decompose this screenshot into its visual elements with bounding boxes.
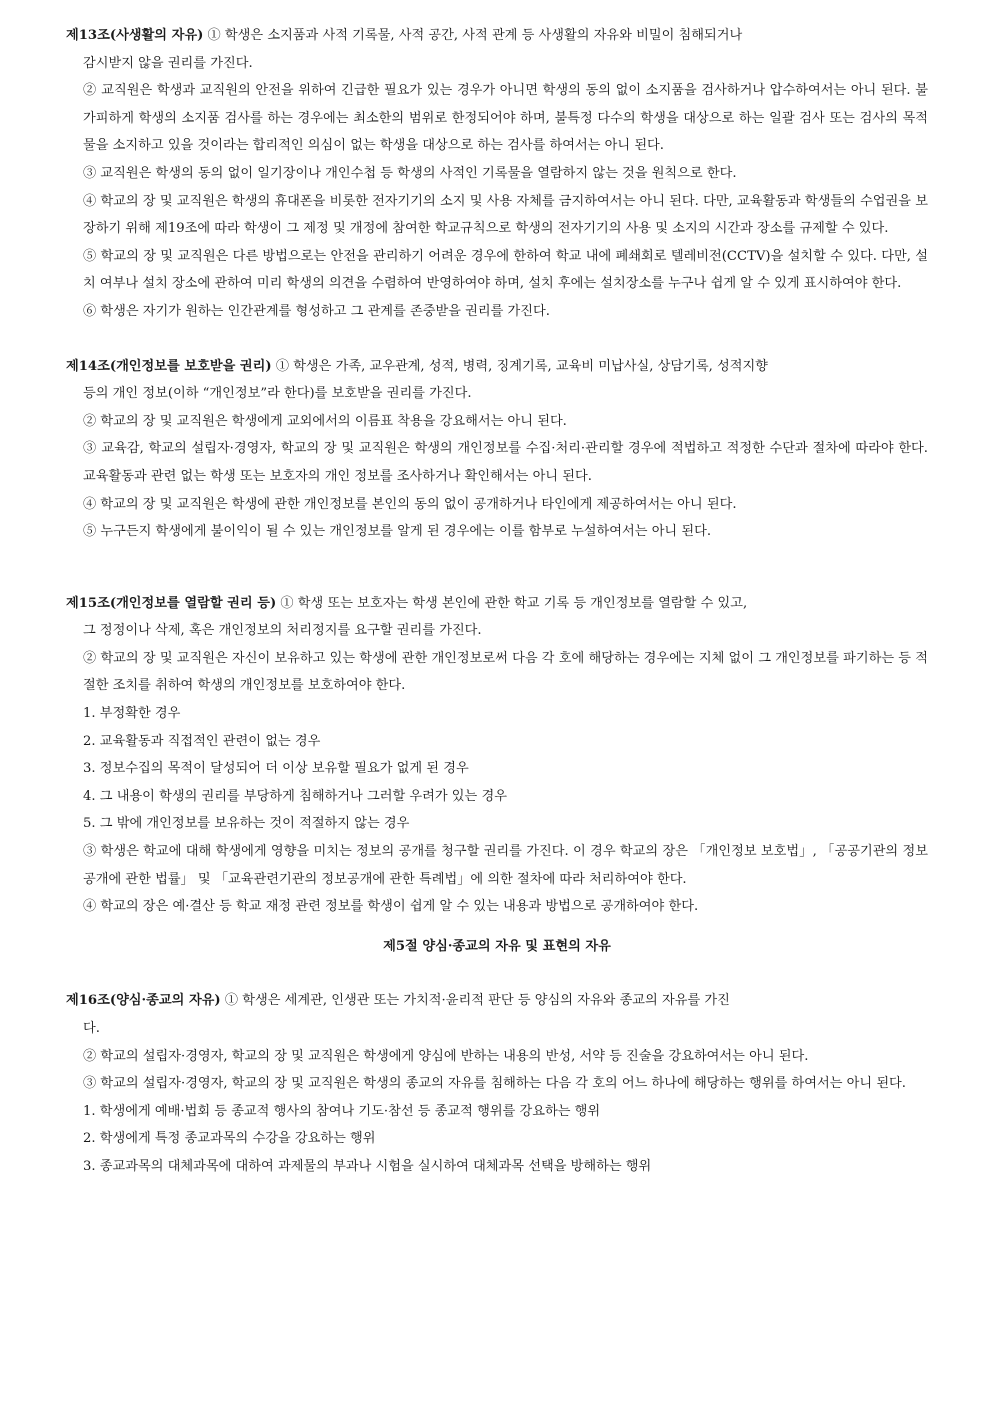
- article-13-paragraph-2: ② 교직원은 학생과 교직원의 안전을 위하여 긴급한 필요가 있는 경우가 아니면 학생의 동의 없이 소지품을 검사하거나 압수하여서는 아니 된다. 불가피하게 학생의 소지품 검사를 하는 경우에는 최소한의 범위로 한정되어야 하며, 불특정 다수의 학생을 대상으로 하는 일괄 검사 또는 검사의 목적물을 소지하고 있을 것이라는 합리적인 의심이 없는 학생을 대상으로 하는 검사를 하여서는 아니 된다.: [83, 83, 928, 154]
- article-13-heading: 제13조(사생활의 자유): [66, 28, 204, 43]
- document-page: [66, 22, 928, 1181]
- article-15-item-5: 5. 그 밖에 개인정보를 보유하는 것이 적절하지 않는 경우: [83, 816, 410, 832]
- article-15-paragraph-1: [66, 590, 928, 645]
- article-15-paragraph-3: ③ 학생은 학교에 대해 학생에게 영향을 미치는 정보의 공개를 청구할 권리를 가진다. 이 경우 학교의 장은 「개인정보 보호법」, 「공공기관의 정보공개에 관한 법률」 및 「교육관련기관의 정보공개에 관한 특례법」에 의한 절차에 따라 처리하여야 한다.: [83, 844, 928, 887]
- spacer: [66, 921, 928, 933]
- spacer: [66, 546, 928, 590]
- article-13-paragraph-5: ⑤ 학교의 장 및 교직원은 다른 방법으로는 안전을 관리하기 어려운 경우에 한하여 학교 내에 폐쇄회로 텔레비전(CCTV)을 설치할 수 있다. 다만, 설치 여부나 설치 장소에 관하여 미리 학생의 의견을 수렴하여 반영하여야 하며, 설치 후에는 설치장소를 누구나 쉽게 알 수 있게 표시하여야 한다.: [83, 248, 928, 292]
- article-16-heading: 제16조(양심·종교의 자유): [66, 993, 221, 1009]
- article-15-p1-first: ① 학생 또는 보호자는 학생 본인에 관한 학교 기록 등 개인정보를 열람할 수 있고,: [276, 595, 748, 611]
- article-14: [66, 353, 928, 546]
- article-14-paragraph-4: ④ 학교의 장 및 교직원은 학생에 관한 개인정보를 본인의 동의 없이 공개하거나 타인에게 제공하여서는 아니 된다.: [83, 496, 737, 512]
- article-14-paragraph-2: ② 학교의 장 및 교직원은 학생에게 교외에서의 이름표 착용을 강요해서는 아니 된다.: [83, 413, 567, 429]
- article-14-paragraph-1: [66, 353, 928, 408]
- article-15-item-4: 4. 그 내용이 학생의 권리를 부당하게 침해하거나 그러할 우려가 있는 경우: [83, 788, 507, 804]
- article-16-p1-rest: 다.: [83, 1021, 100, 1036]
- article-16-item-1: 1. 학생에게 예배·법회 등 종교적 행사의 참여나 기도·참선 등 종교적 행위를 강요하는 행위: [83, 1103, 601, 1119]
- article-16-item-3: 3. 종교과목의 대체과목에 대하여 과제물의 부과나 시험을 실시하여 대체과목 선택을 방해하는 행위: [83, 1158, 652, 1174]
- article-14-paragraph-3: ③ 교육감, 학교의 설립자·경영자, 학교의 장 및 교직원은 학생의 개인정보를 수집·처리·관리할 경우에 적법하고 적정한 수단과 절차에 따라야 한다. 교육활동과 관련 없는 학생 또는 보호자의 개인 정보를 조사하거나 확인해서는 아니 된다.: [83, 441, 928, 484]
- article-16-paragraph-2: ② 학교의 설립자·경영자, 학교의 장 및 교직원은 학생에게 양심에 반하는 내용의 반성, 서약 등 진술을 강요하여서는 아니 된다.: [83, 1048, 809, 1064]
- article-13-paragraph-6: ⑥ 학생은 자기가 원하는 인간관계를 형성하고 그 관계를 존중받을 권리를 가진다.: [83, 303, 550, 319]
- article-16-paragraph-1: [66, 987, 928, 1042]
- article-14-paragraph-5: ⑤ 누구든지 학생에게 불이익이 될 수 있는 개인정보를 알게 된 경우에는 이를 함부로 누설하여서는 아니 된다.: [83, 524, 712, 540]
- article-14-heading: 제14조(개인정보를 보호받을 권리): [66, 358, 272, 374]
- article-15-paragraph-2: ② 학교의 장 및 교직원은 자신이 보유하고 있는 학생에 관한 개인정보로써 다음 각 호에 해당하는 경우에는 지체 없이 그 개인정보를 파기하는 등 적절한 조치를 취하여 학생의 개인정보를 보호하여야 한다.: [83, 650, 928, 694]
- article-15-heading: 제15조(개인정보를 열람할 권리 등): [66, 595, 277, 611]
- article-15: [66, 590, 928, 921]
- article-13-p1-rest: 감시받지 않을 권리를 가진다.: [83, 55, 253, 71]
- article-16-item-2: 2. 학생에게 특정 종교과목의 수강을 강요하는 행위: [83, 1131, 376, 1147]
- article-15-item-3: 3. 정보수집의 목적이 달성되어 더 이상 보유할 필요가 없게 된 경우: [83, 761, 469, 777]
- article-13-paragraph-3: ③ 교직원은 학생의 동의 없이 일기장이나 개인수첩 등 학생의 사적인 기록물을 열람하지 않는 것을 원칙으로 한다.: [83, 165, 737, 181]
- spacer: [66, 960, 928, 987]
- section-5-title: 제5절 양심·종교의 자유 및 표현의 자유: [383, 938, 611, 954]
- article-13: [66, 22, 928, 326]
- article-14-p1-first: ① 학생은 가족, 교우관계, 성적, 병력, 징계기록, 교육비 미납사실, 상담기록, 성적지향: [271, 358, 768, 374]
- article-16-paragraph-3: ③ 학교의 설립자·경영자, 학교의 장 및 교직원은 학생의 종교의 자유를 침해하는 다음 각 호의 어느 하나에 해당하는 행위를 하여서는 아니 된다.: [83, 1076, 906, 1092]
- article-15-paragraph-4: ④ 학교의 장은 예·결산 등 학교 재정 관련 정보를 학생이 쉽게 알 수 있는 내용과 방법으로 공개하여야 한다.: [83, 899, 699, 915]
- article-14-p1-rest: 등의 개인 정보(이하 “개인정보”라 한다)를 보호받을 권리를 가진다.: [83, 386, 472, 402]
- article-15-item-1: 1. 부정확한 경우: [83, 706, 181, 722]
- article-13-paragraph-1: [66, 22, 928, 77]
- article-16-p1-first: ① 학생은 세계관, 인생관 또는 가치적·윤리적 판단 등 양심의 자유와 종교의 자유를 가진: [220, 993, 730, 1009]
- article-13-p1-first: ① 학생은 소지품과 사적 기록물, 사적 공간, 사적 관계 등 사생활의 자유와 비밀이 침해되거나: [203, 28, 743, 43]
- article-15-item-2: 2. 교육활동과 직접적인 관련이 없는 경우: [83, 733, 321, 749]
- article-13-paragraph-4: ④ 학교의 장 및 교직원은 학생의 휴대폰을 비롯한 전자기기의 소지 및 사용 자체를 금지하여서는 아니 된다. 다만, 교육활동과 학생들의 수업권을 보장하기 위해 제19조에 따라 학생이 그 제정 및 개정에 참여한 학교규칙으로 학생의 전자기기의 사용 및 소지의 시간과 장소를 규제할 수 있다.: [83, 193, 928, 237]
- spacer: [66, 326, 928, 353]
- article-15-p1-rest: 그 정정이나 삭제, 혹은 개인정보의 처리정지를 요구할 권리를 가진다.: [83, 623, 482, 639]
- article-16: [66, 987, 928, 1180]
